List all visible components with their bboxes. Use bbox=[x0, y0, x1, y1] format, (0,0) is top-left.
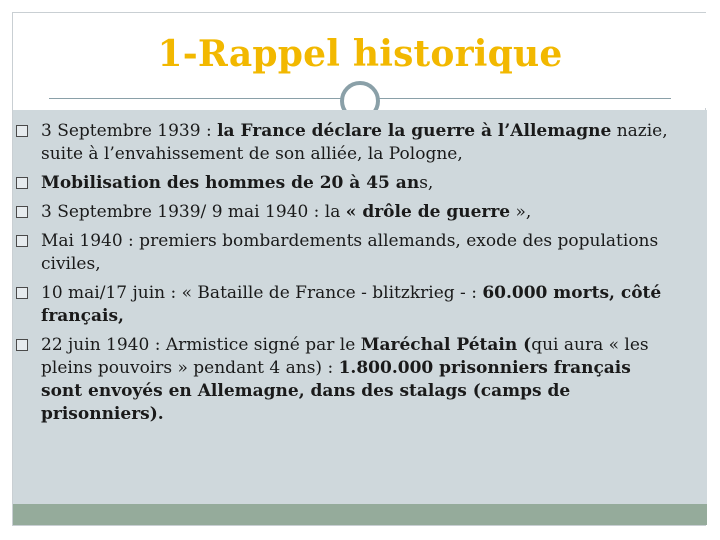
bullet-item bbox=[13, 120, 673, 166]
box-icon bbox=[16, 125, 28, 137]
bullet-text: 22 juin 1940 : Armistice signé par le Maréchal Pétain (qui aura « les pleins pouvoirs » pendant 4 ans) : 1.800.000 prisonniers français sont envoyés en Allemagne, dans des stalags (camps de prisonniers). bbox=[41, 335, 649, 424]
bullet-item bbox=[13, 282, 673, 328]
bullet-text: Mobilisation des hommes de 20 à 45 ans, bbox=[41, 173, 434, 193]
bullet-list bbox=[13, 120, 673, 432]
slide-title: 1-Rappel historique bbox=[157, 33, 563, 75]
bullet-text: Mai 1940 : premiers bombardements allemands, exode des populations civiles, bbox=[41, 231, 659, 274]
footer-band bbox=[13, 504, 707, 525]
box-icon bbox=[16, 287, 28, 299]
box-icon bbox=[16, 339, 28, 351]
bullet-item bbox=[13, 201, 673, 224]
bullet-text: 3 Septembre 1939 : la France déclare la guerre à l’Allemagne nazie, suite à l’envahissement de son alliée, la Pologne, bbox=[41, 121, 668, 164]
box-icon bbox=[16, 206, 28, 218]
bullet-item bbox=[13, 172, 673, 195]
bullet-text: 3 Septembre 1939/ 9 mai 1940 : la « drôle de guerre », bbox=[41, 202, 532, 222]
bullet-item bbox=[13, 230, 673, 276]
box-icon bbox=[16, 235, 28, 247]
box-icon bbox=[16, 177, 28, 189]
title-area bbox=[13, 13, 707, 108]
bullet-text: 10 mai/17 juin : « Bataille de France - blitzkrieg - : 60.000 morts, côté français, bbox=[41, 283, 662, 326]
bullet-item bbox=[13, 334, 673, 426]
